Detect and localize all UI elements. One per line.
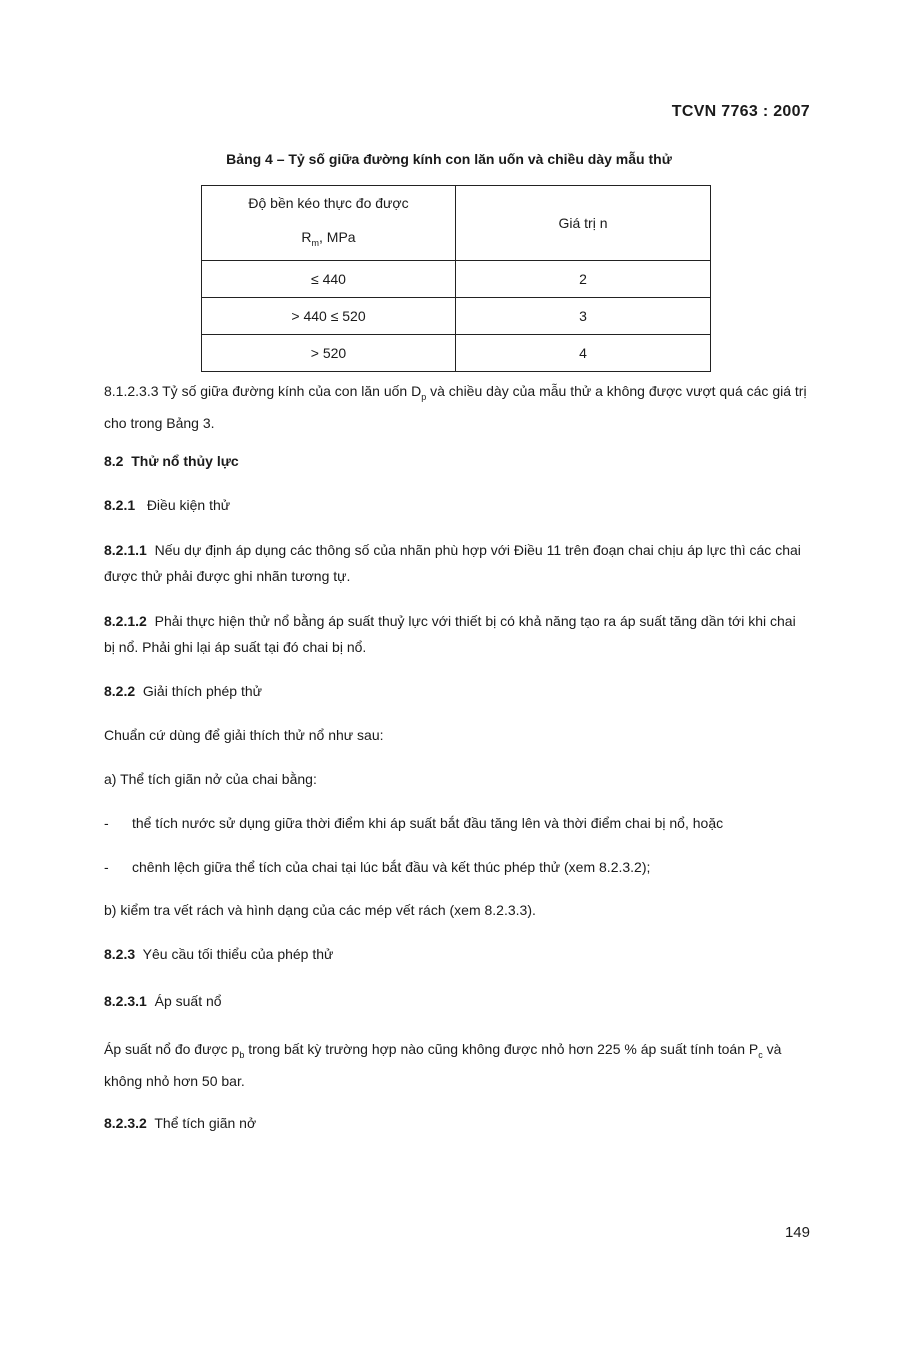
heading-8-2-3-2: 8.2.3.2 Thể tích giãn nở — [104, 1115, 257, 1131]
heading-8-2-2: 8.2.2 Giải thích phép thử — [104, 683, 263, 699]
list-dash-item-1: - thể tích nước sử dụng giữa thời điểm khi áp suất bắt đầu tăng lên và thời điểm chai bị nổ, hoặc — [104, 815, 724, 831]
table-header-row — [202, 186, 711, 261]
ratio-table — [201, 185, 711, 372]
table-header-tensile-strength — [202, 186, 456, 261]
standard-header: TCVN 7763 : 2007 — [671, 103, 810, 120]
list-dash-item-2: - chênh lệch giữa thể tích của chai tại lúc bắt đầu và kết thúc phép thử (xem 8.2.3.2); — [104, 859, 651, 875]
heading-8-2-3: 8.2.3 Yêu cầu tối thiểu của phép thử — [104, 946, 334, 962]
table-cell-rm: ≤ 440 — [202, 260, 456, 297]
table-cell-n: 2 — [456, 260, 711, 297]
table-row — [202, 297, 711, 334]
heading-8-2: 8.2 Thử nổ thủy lực — [104, 453, 239, 469]
paragraph-8-2-1-1: 8.2.1.1 Nếu dự định áp dụng các thông số của nhãn phù hợp với Điều 11 trên đoạn chai chịu áp lực thì các chai được thử phải được ghi nhãn tương tự. — [104, 542, 801, 584]
table-row — [202, 334, 711, 371]
table-cell-n: 4 — [456, 334, 711, 371]
table-row — [202, 260, 711, 297]
paragraph-8-1-2-3-3: 8.1.2.3.3 Tỷ số giữa đường kính của con lăn uốn $D_p$ và chiều dày của mẫu thử a không được vượt quá các giá trị cho trong Bảng 3. — [104, 383, 807, 431]
table-cell-rm: > 440 ≤ 520 — [202, 297, 456, 334]
page-number: 149 — [784, 1224, 810, 1241]
list-item-a: a) Thể tích giãn nở của chai bằng: — [104, 771, 317, 787]
table-caption: Bảng 4 – Tỷ số giữa đường kính con lăn uốn và chiều dày mẫu thử — [226, 151, 672, 167]
table-cell-rm: > 520 — [202, 334, 456, 371]
heading-8-2-1: 8.2.1 Điều kiện thử — [104, 497, 231, 513]
paragraph-criteria: Chuẩn cứ dùng để giải thích thử nổ như sau: — [104, 727, 384, 743]
table-header-n-value: Giá trị n — [456, 186, 711, 261]
list-item-b: b) kiểm tra vết rách và hình dạng của các mép vết rách (xem 8.2.3.3). — [104, 902, 536, 918]
header-line-2: $R_m$, MPa — [301, 229, 356, 248]
paragraph-8-2-1-2: 8.2.1.2 Phải thực hiện thử nổ bằng áp suất thuỷ lực với thiết bị có khả năng tạo ra áp suất tăng dần tới khi chai bị nổ. Phải ghi lại áp suất tại đó chai bị nổ. — [104, 613, 796, 655]
heading-8-2-3-1: 8.2.3.1 Áp suất nổ — [104, 993, 222, 1009]
paragraph-burst-pressure: Áp suất nổ đo được $p_b$ trong bất kỳ trường hợp nào cũng không được nhỏ hơn 225 % áp suất tính toán $P_c$ và không nhỏ hơn 50 bar. — [104, 1041, 782, 1089]
header-line-1: Độ bền kéo thực đo được — [248, 195, 409, 211]
table-cell-n: 3 — [456, 297, 711, 334]
